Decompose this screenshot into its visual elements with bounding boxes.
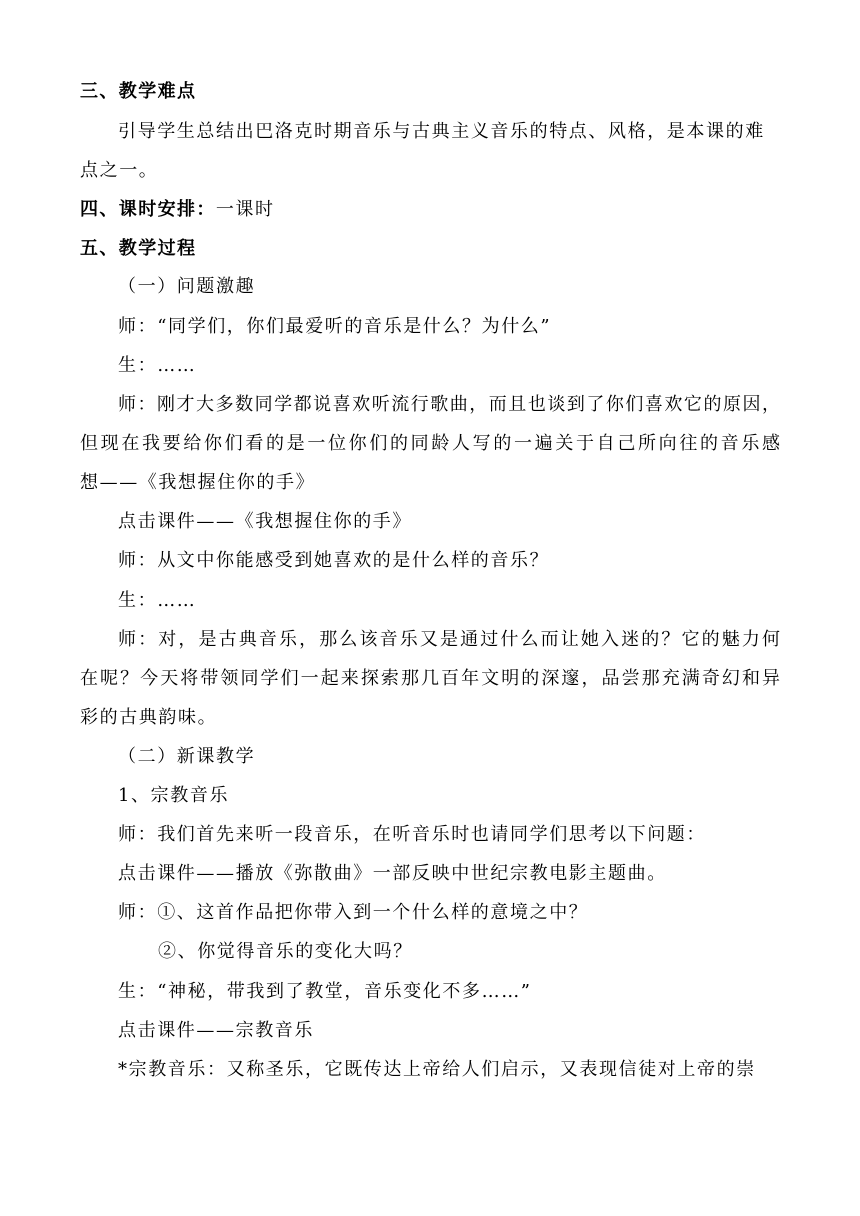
heading-teaching-difficulty: 三、教学难点	[80, 81, 197, 102]
schedule-value: 一课时	[215, 199, 275, 220]
question-line: ②、你觉得音乐的变化大吗？	[158, 941, 413, 962]
heading-schedule: 四、课时安排：	[80, 199, 216, 220]
paragraph-line: 引导学生总结出巴洛克时期音乐与古典主义音乐的特点、风格，是本课的难	[118, 121, 765, 142]
paragraph-line: 师：对，是古典音乐，那么该音乐又是通过什么而让她入迷的？它的魅力何	[118, 629, 780, 650]
heading-schedule-row	[80, 198, 780, 222]
paragraph-line: 想——《我想握住你的手》	[80, 472, 316, 493]
dialogue-line: 点击课件——宗教音乐	[118, 1020, 314, 1041]
dialogue-line: 师：从文中你能感受到她喜欢的是什么样的音乐？	[118, 550, 550, 571]
dialogue-line: 生：……	[118, 590, 197, 611]
dialogue-line: 生：……	[118, 355, 197, 376]
dialogue-line: 点击课件——《我想握住你的手》	[118, 511, 412, 532]
definition-line: *宗教音乐：又称圣乐，它既传达上帝给人们启示，又表现信徒对上帝的崇	[118, 1059, 756, 1080]
paragraph-line: 师：刚才大多数同学都说喜欢听流行歌曲，而且也谈到了你们喜欢它的原因，	[118, 394, 780, 415]
dialogue-line: 点击课件——播放《弥散曲》一部反映中世纪宗教电影主题曲。	[118, 863, 667, 884]
subheading-question: （一）问题激趣	[118, 276, 256, 297]
paragraph-line: 但现在我要给你们看的是一位你们的同龄人写的一遍关于自己所向往的音乐感	[80, 433, 780, 454]
paragraph-line: 点之一。	[80, 160, 159, 181]
heading-teaching-process: 五、教学过程	[80, 238, 197, 259]
subheading-new-lesson: （二）新课教学	[118, 746, 256, 767]
dialogue-line: 师：我们首先来听一段音乐，在听音乐时也请同学们思考以下问题：	[118, 824, 706, 845]
section-religious-music: 1、宗教音乐	[118, 785, 230, 806]
paragraph-line: 彩的古典韵味。	[80, 707, 218, 728]
dialogue-line: 生：“神秘，带我到了教堂，音乐变化不多……”	[118, 981, 532, 1002]
dialogue-line: 师：“同学们，你们最爱听的音乐是什么？为什么”	[118, 316, 552, 337]
question-line: 师：①、这首作品把你带入到一个什么样的意境之中？	[118, 902, 589, 923]
paragraph-line: 在呢？今天将带领同学们一起来探索那几百年文明的深邃，品尝那充满奇幻和异	[80, 668, 780, 689]
